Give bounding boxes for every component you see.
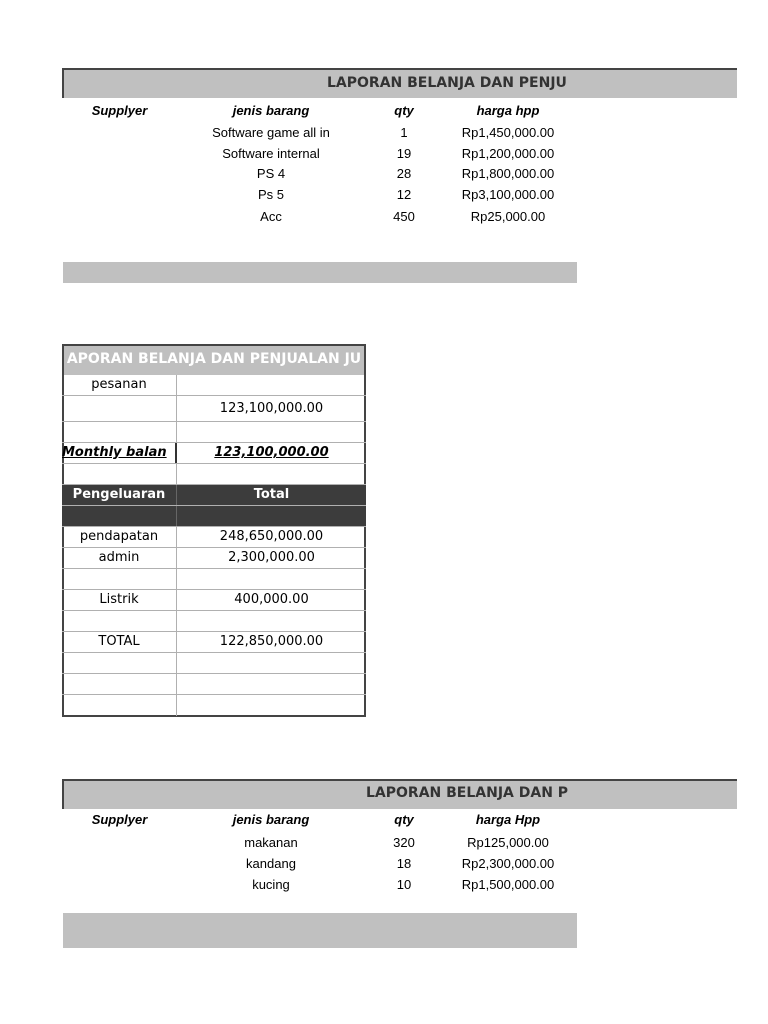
summary-header-row-2 (62, 506, 366, 527)
summary-row-blank-5 (62, 653, 366, 674)
empty-cell (62, 422, 177, 442)
top-row-5-qty: 450 (393, 209, 415, 224)
bottom-header-qty: qty (394, 812, 414, 827)
empty-cell (177, 653, 366, 673)
bottom-header-supplier: Supplyer (91, 812, 148, 827)
empty-cell (177, 674, 366, 694)
empty-cell (177, 506, 366, 526)
bottom-row-3-qty: 10 (396, 877, 412, 892)
top-row-1-price: Rp1,450,000.00 (461, 125, 555, 140)
empty-cell (62, 396, 177, 421)
bottom-header-price: harga Hpp (475, 812, 541, 827)
empty-cell (62, 611, 177, 631)
bottom-row-3-item: kucing (252, 877, 290, 892)
top-footer-bar (63, 262, 577, 283)
summary-row-blank-3 (62, 569, 366, 590)
summary-row-monthly (62, 443, 366, 464)
line-label: pendapatan (62, 527, 177, 547)
empty-cell (177, 464, 366, 484)
top-header-supplier: Supplyer (91, 103, 148, 118)
pesanan-label: pesanan (62, 375, 177, 395)
summary-row-blank-7 (62, 695, 366, 716)
summary-row-blank-1 (62, 422, 366, 443)
expense-header: Pengeluaran (62, 485, 177, 505)
empty-cell (177, 695, 366, 716)
monthly-balance-label: Monthly balan (62, 443, 177, 463)
bottom-row-1-qty: 320 (393, 835, 415, 850)
top-row-1-qty: 1 (400, 125, 408, 140)
summary-line-listrik (62, 590, 366, 611)
top-row-3-item: PS 4 (256, 166, 286, 181)
bottom-footer-bar (63, 913, 577, 948)
empty-cell (62, 569, 177, 589)
top-header-item: jenis barang (232, 103, 310, 118)
empty-cell (62, 695, 177, 716)
top-row-2-price: Rp1,200,000.00 (461, 146, 555, 161)
top-row-2-item: Software internal (222, 146, 320, 161)
summary-row-pesanan-value (62, 396, 366, 422)
line-label: Listrik (62, 590, 177, 610)
line-value: 248,650,000.00 (219, 529, 324, 544)
line-label: admin (62, 548, 177, 568)
summary-row-blank-2 (62, 464, 366, 485)
summary-title-bar (62, 344, 366, 375)
top-row-2-qty: 19 (396, 146, 412, 161)
summary-title: APORAN BELANJA DAN PENJUALAN JU (66, 351, 362, 367)
empty-cell (62, 464, 177, 484)
bottom-row-2-qty: 18 (396, 856, 412, 871)
line-value: 2,300,000.00 (228, 550, 315, 565)
line-label: TOTAL (62, 632, 177, 652)
top-row-4-price: Rp3,100,000.00 (461, 187, 555, 202)
summary-line-pendapatan (62, 527, 366, 548)
line-value: 400,000.00 (234, 592, 309, 607)
top-row-3-qty: 28 (396, 166, 412, 181)
top-row-1-item: Software game all in (212, 125, 330, 140)
empty-cell (177, 569, 366, 589)
top-table-title: LAPORAN BELANJA DAN PENJU (327, 75, 567, 91)
top-row-3-price: Rp1,800,000.00 (461, 166, 555, 181)
bottom-row-2-item: kandang (246, 856, 296, 871)
bottom-table-title: LAPORAN BELANJA DAN P (366, 785, 569, 801)
top-row-5-item: Acc (260, 209, 282, 224)
bottom-header-item: jenis barang (232, 812, 310, 827)
line-value: 122,850,000.00 (219, 634, 324, 649)
empty-cell (177, 611, 366, 631)
top-row-5-price: Rp25,000.00 (470, 209, 546, 224)
bottom-row-3-price: Rp1,500,000.00 (461, 877, 555, 892)
summary-row-blank-6 (62, 674, 366, 695)
top-header-qty: qty (394, 103, 414, 118)
empty-cell (177, 422, 366, 442)
summary-row-pesanan (62, 375, 366, 396)
empty-cell (62, 506, 177, 526)
pesanan-value: 123,100,000.00 (219, 401, 324, 416)
empty-cell (62, 653, 177, 673)
bottom-row-1-item: makanan (244, 835, 298, 850)
total-header: Total (253, 487, 290, 502)
bottom-row-2-price: Rp2,300,000.00 (461, 856, 555, 871)
summary-line-total (62, 632, 366, 653)
empty-cell (62, 674, 177, 694)
summary-row-blank-4 (62, 611, 366, 632)
summary-line-admin (62, 548, 366, 569)
top-row-4-item: Ps 5 (257, 187, 284, 202)
monthly-balance-value: 123,100,000.00 (214, 445, 329, 460)
bottom-row-1-price: Rp125,000.00 (467, 835, 549, 850)
summary-header-row (62, 485, 366, 506)
pesanan-empty (177, 375, 366, 395)
top-row-4-qty: 12 (396, 187, 412, 202)
top-header-price: harga hpp (476, 103, 540, 118)
